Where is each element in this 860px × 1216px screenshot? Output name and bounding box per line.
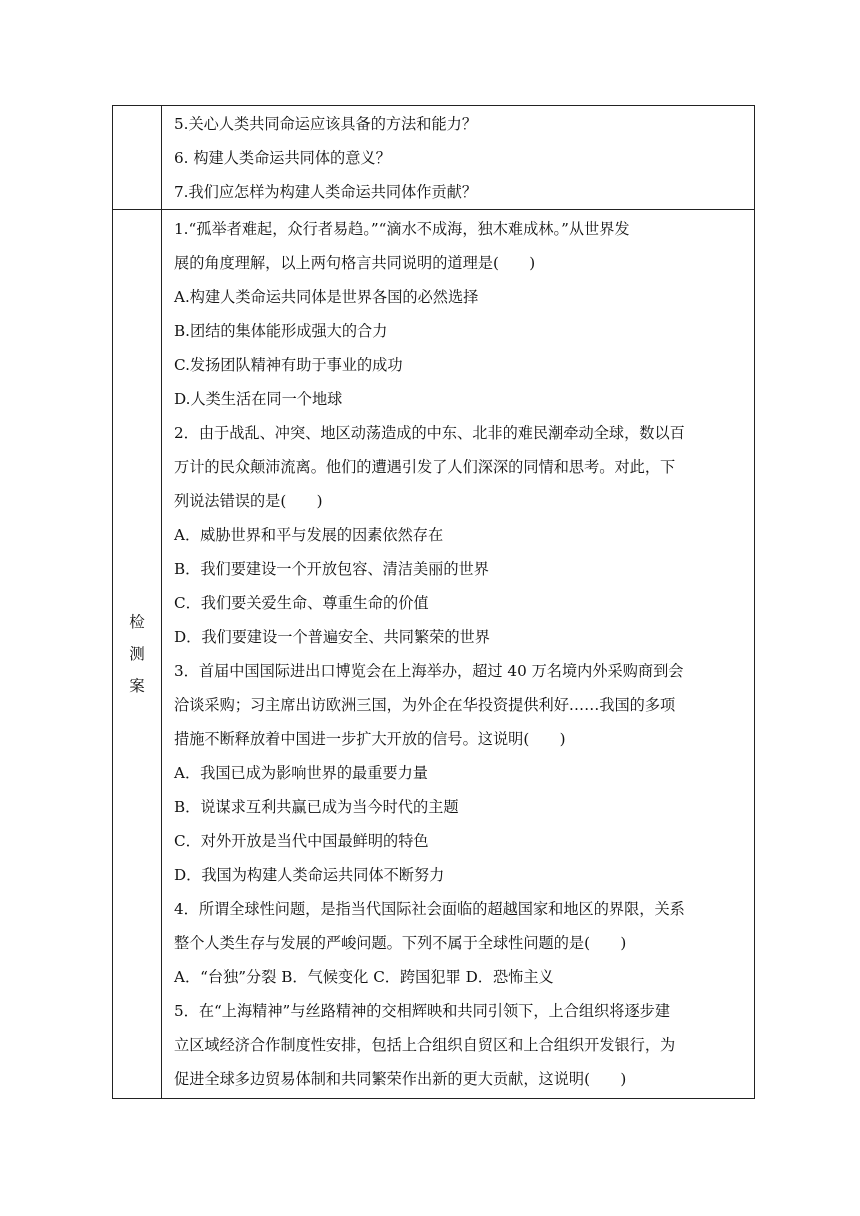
- text-line: 洽谈采购；习主席出访欧洲三国，为外企在华投资提供利好……我国的多项: [174, 696, 676, 714]
- text-line: 5．在“上海精神”与丝路精神的交相辉映和共同引领下，上合组织将逐步建: [174, 1002, 671, 1020]
- text-line: 措施不断释放着中国进一步扩大开放的信号。这说明( ): [174, 730, 566, 748]
- document-table: [112, 105, 755, 1099]
- text-line: D．我们要建设一个普遍安全、共同繁荣的世界: [174, 628, 490, 646]
- text-line: C．我们要关爱生命、尊重生命的价值: [174, 594, 429, 612]
- text-line: B．说谋求互利共赢已成为当今时代的主题: [174, 798, 459, 816]
- content-cell: [162, 210, 755, 1099]
- text-line: 7.我们应怎样为构建人类命运共同体作贡献？: [174, 183, 478, 201]
- text-line: 整个人类生存与发展的严峻问题。下列不属于全球性问题的是( ): [174, 934, 627, 952]
- content-cell: [162, 106, 755, 210]
- text-line: A．我国已成为影响世界的最重要力量: [174, 764, 428, 782]
- text-line: 1.“孤举者难起，众行者易趋。”“滴水不成海，独木难成林。”从世界发: [174, 220, 630, 238]
- text-line: 2．由于战乱、冲突、地区动荡造成的中东、北非的难民潮牵动全球，数以百: [174, 424, 685, 442]
- row-label-cell: [113, 210, 162, 1099]
- text-line: D.人类生活在同一个地球: [174, 390, 343, 408]
- label-char: 案: [129, 677, 145, 695]
- text-line: C.发扬团队精神有助于事业的成功: [174, 356, 403, 374]
- text-line: 促进全球多边贸易体制和共同繁荣作出新的更大贡献，这说明( ): [174, 1070, 627, 1088]
- text-line: 立区域经济合作制度性安排，包括上合组织自贸区和上合组织开发银行，为: [174, 1036, 676, 1054]
- section-label: [129, 606, 145, 702]
- label-char: 测: [129, 645, 145, 663]
- text-line: 6. 构建人类命运共同体的意义？: [174, 149, 391, 167]
- text-line: A.构建人类命运共同体是世界各国的必然选择: [174, 288, 479, 306]
- text-line: A．威胁世界和平与发展的因素依然存在: [174, 526, 444, 544]
- text-line: 万计的民众颠沛流离。他们的遭遇引发了人们深深的同情和思考。对此，下: [174, 458, 676, 476]
- table-row: [113, 210, 755, 1099]
- label-char: 检: [129, 613, 145, 631]
- text-line: 5.关心人类共同命运应该具备的方法和能力？: [174, 115, 478, 133]
- exercise-list: [162, 210, 754, 1098]
- text-line: 3．首届中国国际进出口博览会在上海举办，超过 40 万名境内外采购商到会: [174, 662, 684, 680]
- text-line: 4．所谓全球性问题，是指当代国际社会面临的超越国家和地区的界限，关系: [174, 900, 685, 918]
- text-line: C．对外开放是当代中国最鲜明的特色: [174, 832, 429, 850]
- table-row: [113, 106, 755, 210]
- text-line: A．“台独”分裂 B．气候变化 C．跨国犯罪 D．恐怖主义: [174, 968, 554, 986]
- text-line: B．我们要建设一个开放包容、清洁美丽的世界: [174, 560, 489, 578]
- text-line: D．我国为构建人类命运共同体不断努力: [174, 866, 445, 884]
- text-line: B.团结的集体能形成强大的合力: [174, 322, 388, 340]
- text-line: 列说法错误的是( ): [174, 492, 323, 510]
- row-label-cell: [113, 106, 162, 210]
- text-line: 展的角度理解，以上两句格言共同说明的道理是( ): [174, 254, 536, 272]
- question-list: [162, 106, 754, 209]
